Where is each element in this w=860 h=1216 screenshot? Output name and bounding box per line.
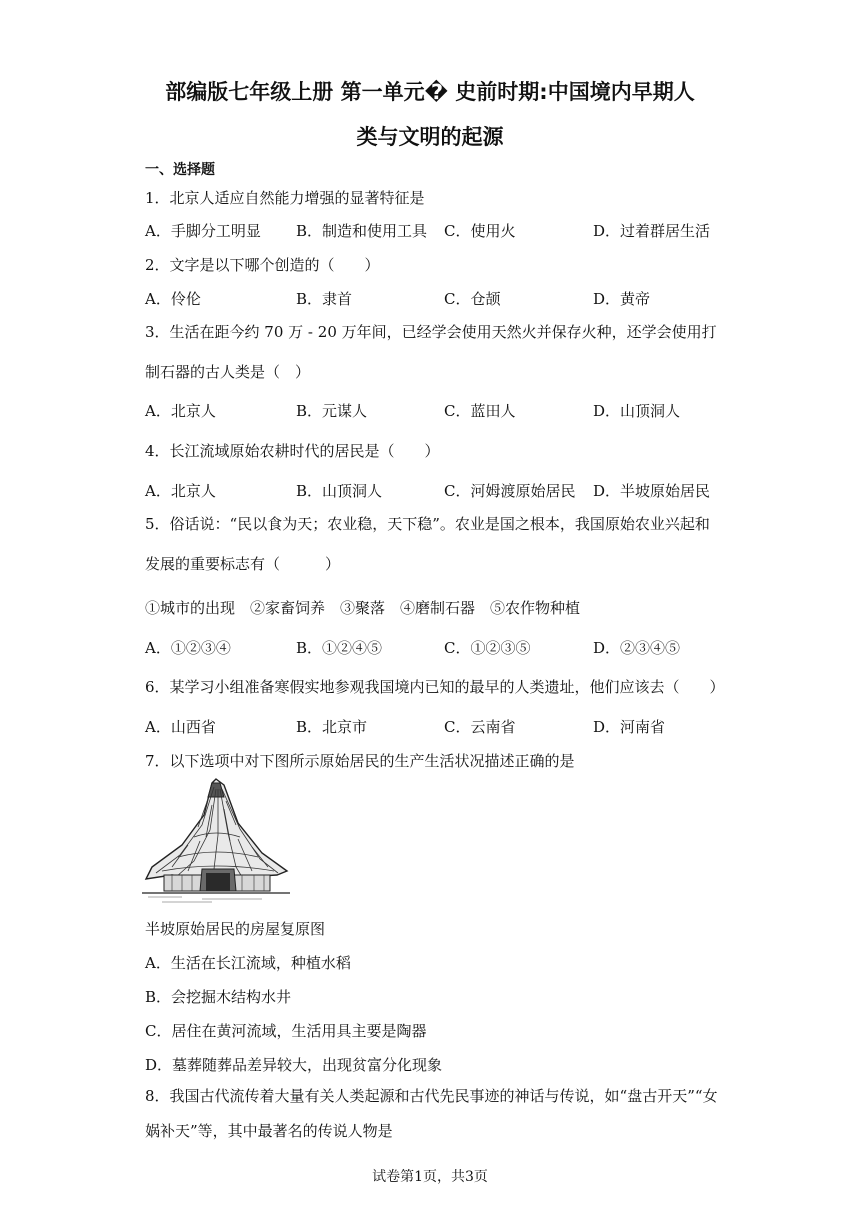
hut-illustration	[142, 775, 290, 905]
q6-option-c: C．云南省	[444, 718, 516, 736]
question-4: 4．长江流域原始农耕时代的居民是（ ）	[145, 442, 440, 460]
question-6: 6．某学习小组准备寒假实地参观我国境内已知的最早的人类遗址，他们应该去（ ）	[145, 678, 725, 696]
question-5-line-1: 5．俗话说：“民以食为天；农业稳，天下稳”。农业是国之根本，我国原始农业兴起和	[145, 515, 710, 533]
q7-option-c: C．居住在黄河流域，生活用具主要是陶器	[145, 1022, 427, 1040]
q2-option-a: A．伶伦	[145, 290, 201, 308]
question-5-line-2: 发展的重要标志有（ ）	[145, 555, 341, 573]
q3-option-b: B．元谋人	[296, 402, 368, 420]
page-footer: 试卷第1页，共3页	[372, 1169, 488, 1185]
q3-option-c: C．蓝田人	[444, 402, 516, 420]
q7-option-d: D．墓葬随葬品差异较大，出现贫富分化现象	[145, 1056, 443, 1074]
question-3-line-2: 制石器的古人类是（ ）	[145, 363, 311, 381]
title-line-1: 部编版七年级上册 第一单元� 史前时期:中国境内早期人	[165, 80, 695, 104]
q6-option-d: D．河南省	[593, 718, 666, 736]
q4-option-d: D．半坡原始居民	[593, 482, 711, 500]
q1-option-b: B．制造和使用工具	[296, 222, 428, 240]
q3-option-d: D．山顶洞人	[593, 402, 681, 420]
question-7: 7．以下选项中对下图所示原始居民的生产生活状况描述正确的是	[145, 752, 575, 770]
q5-option-c: C．①②③⑤	[444, 639, 531, 657]
question-8-line-2: 娲补天”等，其中最著名的传说人物是	[145, 1122, 393, 1140]
q4-option-a: A．北京人	[145, 482, 216, 500]
q7-option-a: A．生活在长江流域，种植水稻	[145, 954, 351, 972]
question-2: 2．文字是以下哪个创造的（ ）	[145, 256, 380, 274]
q4-option-b: B．山顶洞人	[296, 482, 383, 500]
question-5-items: ①城市的出现 ②家畜饲养 ③聚落 ④磨制石器 ⑤农作物种植	[145, 599, 581, 617]
q7-option-b: B．会挖掘木结构水井	[145, 988, 292, 1006]
title-line-2: 类与文明的起源	[356, 125, 504, 149]
q6-option-b: B．北京市	[296, 718, 368, 736]
q3-option-a: A．北京人	[145, 402, 216, 420]
section-heading: 一、选择题	[145, 162, 215, 178]
q2-option-c: C．仓颉	[444, 290, 501, 308]
question-1: 1．北京人适应自然能力增强的显著特征是	[145, 189, 425, 207]
question-8-line-1: 8．我国古代流传着大量有关人类起源和古代先民事迹的神话与传说，如“盘古开天”“女	[145, 1087, 718, 1105]
q4-option-c: C．河姆渡原始居民	[444, 482, 576, 500]
q5-option-d: D．②③④⑤	[593, 639, 681, 657]
q7-image-caption: 半坡原始居民的房屋复原图	[145, 920, 326, 938]
q5-option-b: B．①②④⑤	[296, 639, 383, 657]
q1-option-a: A．手脚分工明显	[145, 222, 261, 240]
question-3-line-1: 3．生活在距今约 70 万 - 20 万年间，已经学会使用天然火并保存火种，还学会使用打	[145, 323, 717, 341]
q2-option-b: B．隶首	[296, 290, 353, 308]
q6-option-a: A．山西省	[145, 718, 216, 736]
q1-option-d: D．过着群居生活	[593, 222, 711, 240]
q2-option-d: D．黄帝	[593, 290, 651, 308]
q5-option-a: A．①②③④	[145, 639, 231, 657]
q1-option-c: C．使用火	[444, 222, 516, 240]
